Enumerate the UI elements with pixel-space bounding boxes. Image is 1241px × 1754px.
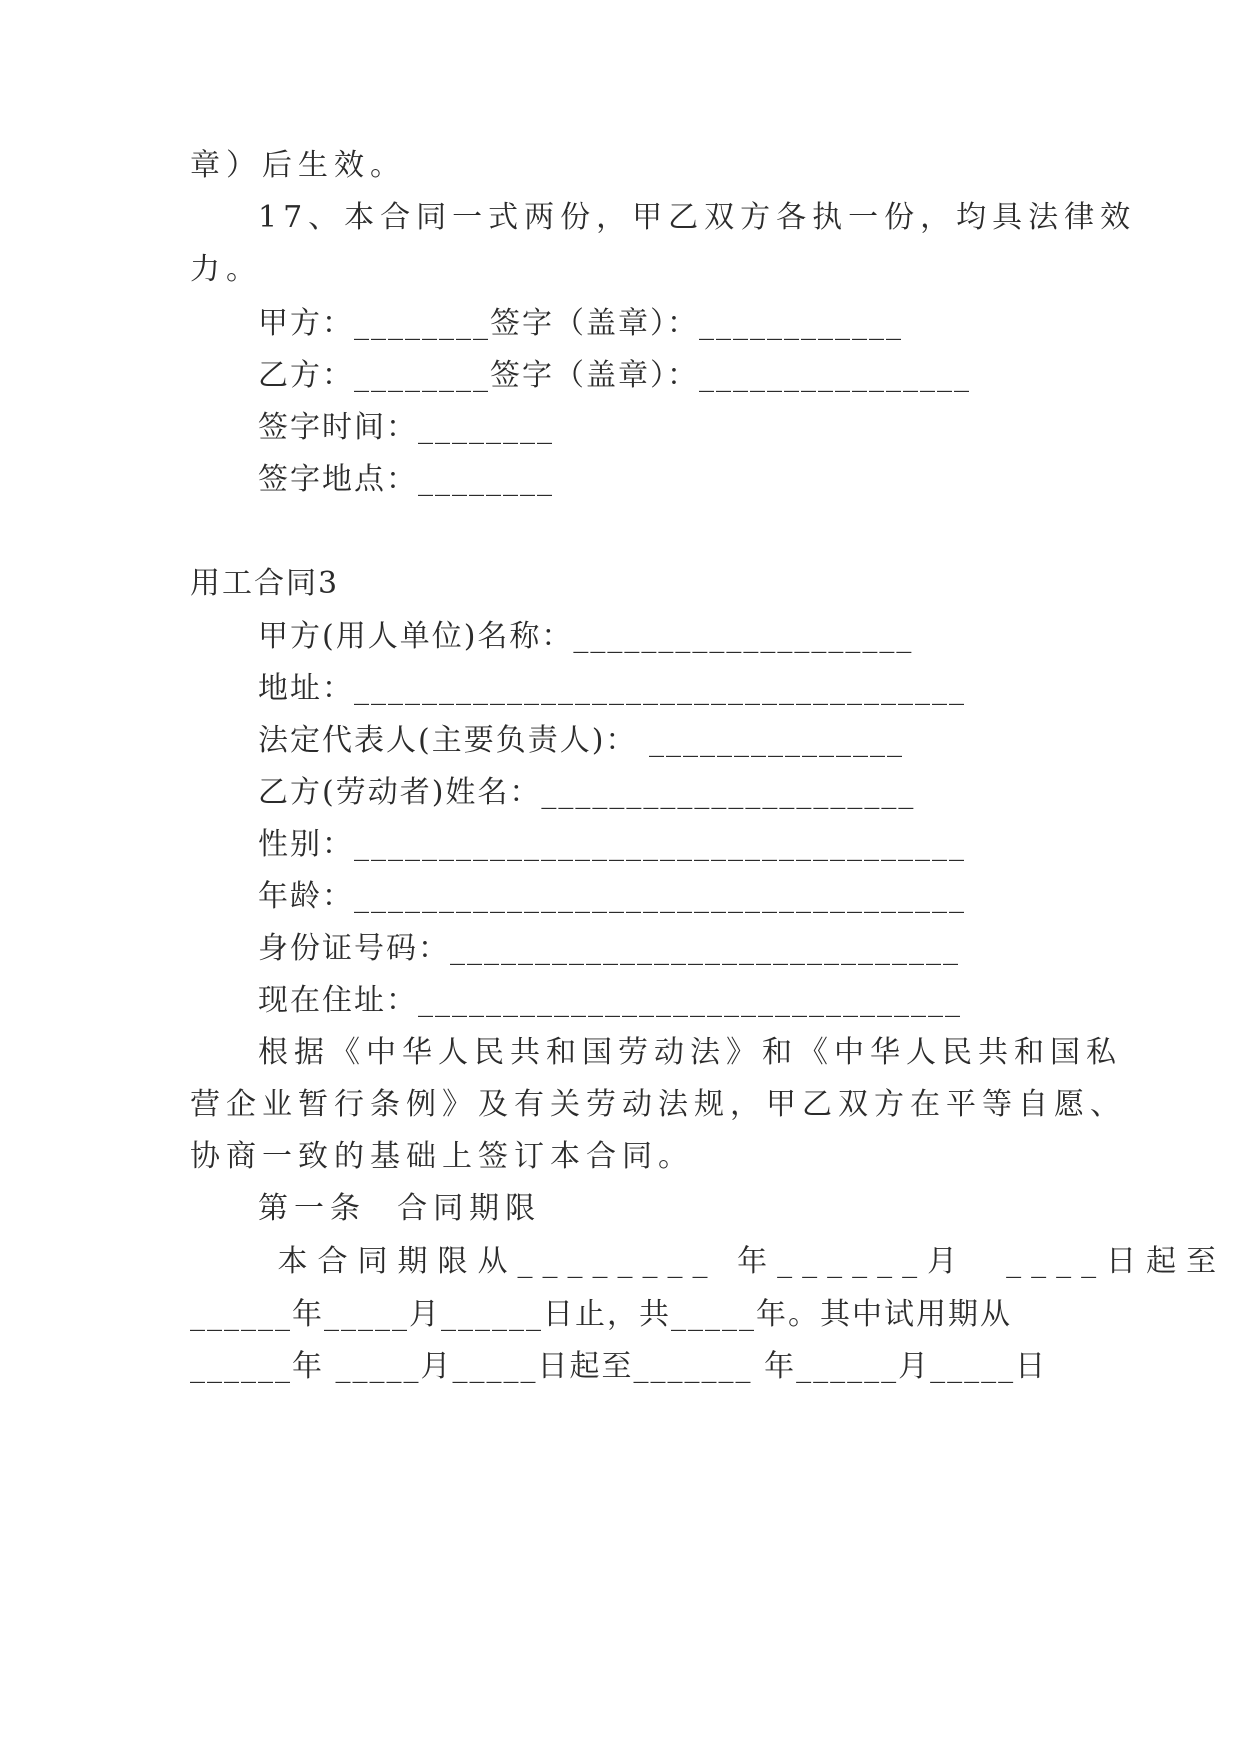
legal-representative-field: 法定代表人(主要负责人)： _______________ — [258, 723, 904, 758]
age-field: 年龄：____________________________________ — [258, 879, 966, 914]
address-field: 地址：____________________________________ — [258, 671, 966, 706]
preamble-line-2: 营企业暂行条例》及有关劳动法规，甲乙双方在平等自愿、 — [190, 1087, 1126, 1122]
text-line-effective: 章）后生效。 — [190, 148, 406, 183]
preamble-line-1: 根据《中华人民共和国劳动法》和《中华人民共和国私 — [258, 1035, 1122, 1070]
current-address-field: 现在住址：________________________________ — [258, 983, 962, 1018]
clause-17-line-2: 力。 — [190, 252, 262, 287]
contract-3-title: 用工合同3 — [190, 566, 340, 601]
term-line-2: ______年_____月______日止，共_____年。其中试用期从 — [190, 1297, 1012, 1332]
signing-time-line: 签字时间：________ — [258, 410, 554, 445]
employer-name-field: 甲方(用人单位)名称：____________________ — [258, 619, 914, 654]
signing-place-line: 签字地点：________ — [258, 462, 554, 497]
gender-field: 性别：____________________________________ — [258, 827, 966, 862]
term-line-1: 本合同期限从________ 年______月 ____日起至 — [258, 1244, 1227, 1279]
article-1-heading: 第一条 合同期限 — [258, 1191, 542, 1226]
clause-17-line-1: 17、本合同一式两份，甲乙双方各执一份，均具法律效 — [258, 200, 1137, 235]
id-number-field: 身份证号码：______________________________ — [258, 931, 960, 966]
term-line-3: ______年 _____月_____日起至_______ 年______月_____日 — [190, 1349, 1048, 1384]
party-a-signature-line: 甲方：________签字（盖章）：____________ — [258, 306, 903, 341]
preamble-line-3: 协商一致的基础上签订本合同。 — [190, 1139, 694, 1174]
party-b-signature-line: 乙方：________签字（盖章）：________________ — [258, 358, 971, 393]
employee-name-field: 乙方(劳动者)姓名：______________________ — [258, 775, 916, 810]
